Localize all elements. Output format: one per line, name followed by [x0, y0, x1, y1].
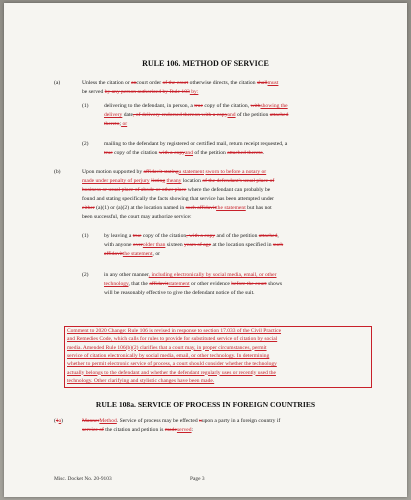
text-run: court order	[136, 80, 163, 86]
inserted-text: showing the	[260, 103, 288, 109]
deleted-text: before the court	[231, 281, 267, 287]
old-label: 1	[55, 418, 59, 424]
inserted-text: and	[227, 112, 236, 118]
inserted-text: sworn to before a notary or	[205, 169, 267, 175]
text-run: where the defendant can probably be	[186, 187, 271, 193]
deleted-text: with a copy	[158, 150, 185, 156]
text-line	[104, 290, 255, 297]
comment-line: media. Amended Rule 106(b)(2) clarifies that a court may, in proper circumstances, permit	[67, 344, 267, 351]
text-line	[82, 214, 192, 221]
text-run: . Service of process may be effected	[116, 418, 200, 424]
deleted-text: attached thereto	[227, 150, 263, 156]
text-run: ;	[119, 121, 122, 127]
comment-line: whether to permit electronic service of process, a court should consider whether the technology	[67, 361, 277, 368]
deleted-text: thereto	[104, 121, 120, 127]
text-line	[104, 233, 279, 240]
text-line	[82, 418, 280, 425]
footer-docket: Misc. Docket No. 20-9103	[54, 476, 112, 482]
text-run: will be reasonably effective to give the defendant notice of the suit.	[104, 290, 255, 296]
text-run: location	[181, 178, 203, 184]
text-line	[104, 272, 277, 279]
comment-line: actually belongs to the defendant and whether the defendant regularly uses or recently used the	[67, 369, 276, 376]
comment-line: and Remedies Code, which calls for rules to provide for substituted service of citation by social	[67, 336, 278, 343]
text-run: found and stating specifically the facts showing that service has been attempted under	[82, 196, 274, 202]
text-line	[104, 150, 264, 157]
text-run: been successful, the court may authorize service:	[82, 214, 192, 220]
comment-box	[64, 326, 372, 388]
text-line	[104, 242, 283, 249]
text-run: ,	[277, 233, 279, 239]
text-line	[82, 205, 272, 212]
deleted-text: attached	[258, 233, 278, 239]
comment-line: service of citation electronically by social media, email, or other technology. In determining	[67, 352, 270, 359]
text-run: (a)(1) or (a)(2) at the location named in	[94, 205, 186, 211]
text-run: the citation and petition is	[103, 427, 165, 433]
inserted-text: Method	[99, 418, 117, 424]
deleted-text: either	[82, 205, 95, 211]
item-a2-label: (2)	[82, 141, 89, 147]
deleted-text: years of age	[184, 242, 212, 248]
deleted-text: , with a copy	[186, 233, 216, 239]
text-line	[82, 196, 274, 203]
text-line	[104, 103, 288, 110]
deleted-text: such affidavit	[185, 205, 217, 211]
text-line	[104, 251, 160, 258]
text-run: in any other manner	[104, 272, 149, 278]
deleted-text: made	[164, 427, 177, 433]
deleted-text: by any person authorized by Rule 103	[104, 89, 190, 95]
text-run: by leaving a	[104, 233, 133, 239]
text-run: of the petition	[235, 112, 270, 118]
deleted-text: true	[132, 233, 142, 239]
text-line	[104, 121, 127, 128]
text-run: upon a party in a foreign country if	[201, 418, 281, 424]
text-run: be served	[82, 89, 105, 95]
deleted-text: an	[131, 80, 137, 86]
deleted-text: business or usual place of abode or other place	[82, 187, 187, 193]
inserted-text: any	[173, 178, 182, 184]
inserted-text: must	[267, 80, 279, 86]
text-run: Upon motion supported by	[82, 169, 144, 175]
inserted-text: served	[176, 427, 192, 433]
item-b2-label: (2)	[82, 272, 89, 278]
deleted-text: over	[132, 242, 143, 248]
text-line	[82, 80, 278, 87]
comment-line: technology. Other clarifying and stylistic changes have been made.	[67, 377, 215, 384]
text-line	[104, 112, 288, 119]
item-b1-label: (1)	[82, 233, 89, 239]
new-label: a	[58, 418, 62, 424]
text-run: copy of the citation,	[202, 103, 251, 109]
deleted-text: affidavit	[149, 281, 169, 287]
deleted-text: affidavit stating	[143, 169, 179, 175]
footer-page-number: Page 3	[190, 476, 205, 482]
text-run: mailing to the defendant by registered or certified mail, return receipt requested, a	[104, 141, 288, 147]
inserted-text: older than	[142, 242, 166, 248]
text-line	[82, 187, 270, 194]
text-run: but has not	[245, 205, 272, 211]
text-run: .	[262, 150, 265, 156]
deleted-text: true	[104, 150, 113, 156]
text-run: date	[122, 112, 134, 118]
rule-106-title: RULE 106. METHOD OF SERVICE	[142, 59, 269, 68]
text-line	[104, 141, 287, 148]
text-run: copy of the citation	[112, 150, 159, 156]
inserted-text: made under penalty of perjury	[82, 178, 150, 184]
inserted-text: statement	[168, 281, 190, 287]
subsection-b-label: (b)	[54, 169, 61, 175]
deleted-text: shall	[256, 80, 268, 86]
inserted-text: technology	[104, 281, 129, 287]
inserted-text: , including electronically by social media, email, or other	[148, 272, 277, 278]
inserted-text: or	[121, 121, 128, 127]
text-run: or other evidence	[189, 281, 232, 287]
inserted-text: by:	[189, 89, 199, 95]
text-run: delivering to the defendant, in person, a	[104, 103, 195, 109]
item-a1-label: (1)	[82, 103, 89, 109]
deleted-text: with	[250, 103, 261, 109]
deleted-text: , of delivery endorsed thereon with a copy	[133, 112, 228, 118]
inserted-text: the statement	[122, 251, 153, 257]
text-run: , that the	[128, 281, 150, 287]
rule-108a-title: RULE 108a. SERVICE OF PROCESS IN FOREIGN COUNTRIES	[95, 400, 316, 409]
text-line	[82, 169, 266, 176]
text-run: at the location specified in	[211, 242, 273, 248]
deleted-text: affidavit	[104, 251, 123, 257]
inserted-text: and	[184, 150, 194, 156]
text-line	[82, 427, 193, 434]
deleted-text: u	[199, 418, 202, 424]
deleted-text: such	[272, 242, 284, 248]
text-run: :	[191, 427, 194, 433]
text-run: Unless the citation or	[82, 80, 132, 86]
text-run: , or	[152, 251, 160, 257]
text-run: and of the petition	[215, 233, 259, 239]
deleted-text: of the court	[162, 80, 189, 86]
text-line	[104, 281, 282, 288]
comment-line: Comment to 2020 Change: Rule 106 is revised in response to section 17.033 of the Civil Practice	[67, 328, 282, 334]
deleted-text: Manner	[82, 418, 100, 424]
deleted-text: listing	[151, 178, 166, 184]
subsection-a-label: (a)	[54, 80, 61, 86]
text-run: shows	[266, 281, 283, 287]
inserted-text: the	[166, 178, 174, 184]
text-run: sixteen	[165, 242, 185, 248]
document-page	[4, 3, 407, 497]
deleted-text: attached	[269, 112, 289, 118]
rule-108a-item-label: (1a)	[54, 418, 64, 424]
text-line	[82, 89, 198, 96]
text-run: of the petition	[193, 150, 228, 156]
deleted-text: service of	[82, 427, 104, 433]
deleted-text: of the defendant's usual place of	[202, 178, 275, 184]
text-line	[82, 178, 274, 185]
deleted-text: true	[194, 103, 203, 109]
inserted-text: the statement	[216, 205, 246, 211]
inserted-text: delivery	[104, 112, 123, 118]
inserted-text: a statement	[178, 169, 205, 175]
text-run: otherwise directs, the citation	[188, 80, 257, 86]
text-run: copy of the citation	[141, 233, 187, 239]
text-run: with anyone	[104, 242, 133, 248]
